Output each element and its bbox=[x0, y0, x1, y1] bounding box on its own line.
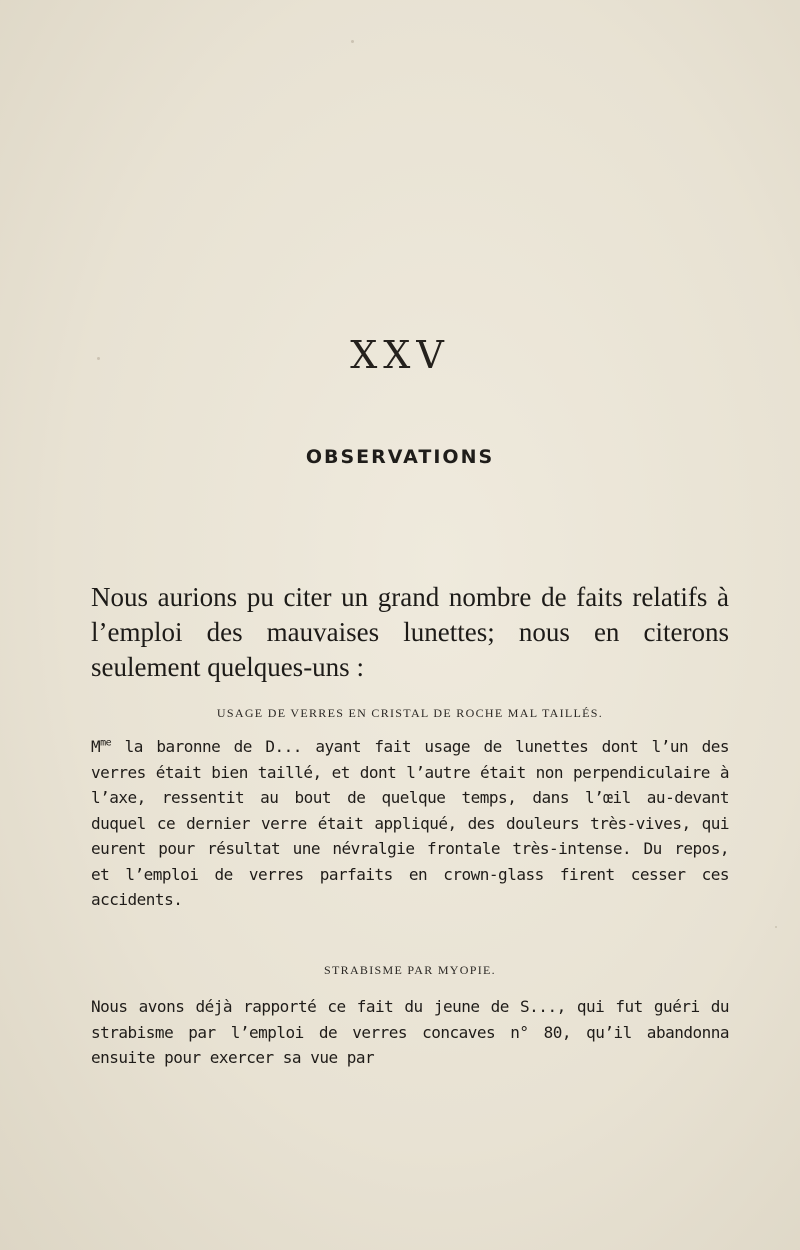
paper-speck bbox=[775, 926, 777, 928]
chapter-title: OBSERVATIONS bbox=[305, 446, 495, 468]
section-heading-strabisme: STRABISME PAR MYOPIE. bbox=[324, 963, 496, 977]
chapter-number: XXV bbox=[350, 333, 450, 377]
section-heading-usage-de-verres: USAGE DE VERRES EN CRISTAL DE ROCHE MAL TAILLÉS. bbox=[216, 706, 604, 720]
paper-speck bbox=[351, 40, 354, 43]
title-abbrev: M bbox=[91, 737, 101, 756]
title-abbrev-superscript: me bbox=[100, 737, 112, 749]
paragraph-text: la baronne de D... ayant fait usage de lunettes dont l’un des verres était bien taillé, et dont l’autre était non perpendiculaire à l’axe, ressentit au bout de quelque temps, dans l’œil au-devant duquel ce dernier verre était appliqué, des douleurs très-vives, qui eurent pour résultat une névralgie frontale très-intense. Du repos, et l’emploi de verres parfaits en crown-glass firent cesser ces accidents. bbox=[91, 737, 729, 909]
intro-paragraph: Nous aurions pu citer un grand nombre de faits relatifs à l’emploi des mauvaises lunettes; nous en citerons seulement quelques-uns : bbox=[91, 582, 729, 682]
section-paragraph-strabisme: Nous avons déjà rapporté ce fait du jeune de S..., qui fut guéri du strabisme par l’emploi de verres concaves n° 80, qu’il abandonna ensuite pour exercer sa vue par bbox=[91, 997, 729, 1067]
section-paragraph-baronne bbox=[91, 734, 729, 913]
